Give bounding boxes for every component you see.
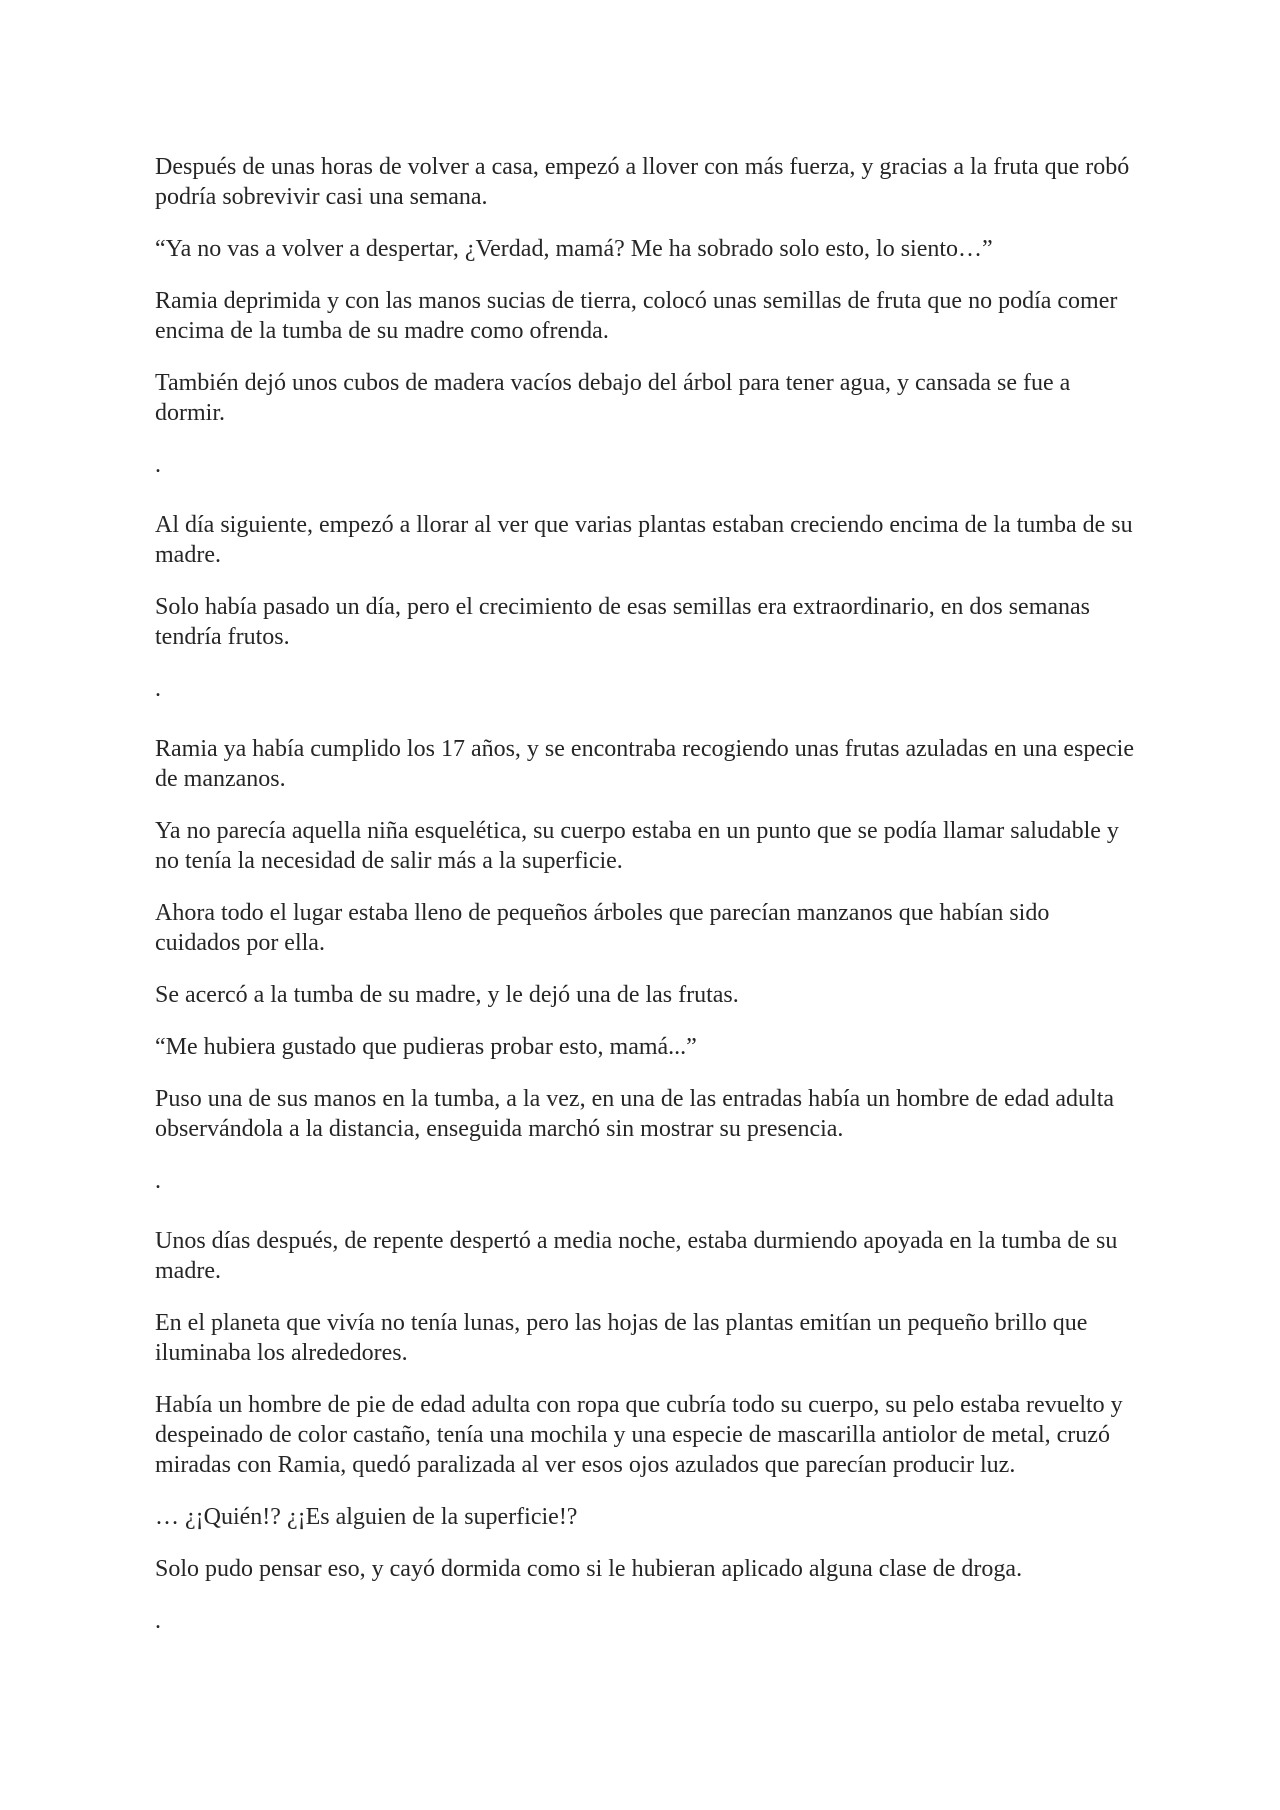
paragraph: “Me hubiera gustado que pudieras probar esto, mamá...” <box>155 1034 697 1060</box>
paragraph: Ramia deprimida y con las manos sucias de tierra, colocó unas semillas de fruta que no podía comer encima de la tumba de su madre como ofrenda. <box>155 288 1118 344</box>
section-separator: . <box>155 676 161 702</box>
paragraph: Había un hombre de pie de edad adulta con ropa que cubría todo su cuerpo, su pelo estaba revuelto y despeinado de color castaño, tenía una mochila y una especie de mascarilla antiolor de metal, cruzó miradas con Ramia, quedó paralizada al ver esos ojos azulados que parecían producir luz. <box>155 1392 1123 1478</box>
paragraph: “Ya no vas a volver a despertar, ¿Verdad, mamá? Me ha sobrado solo esto, lo siento…” <box>155 236 993 262</box>
paragraph: También dejó unos cubos de madera vacíos debajo del árbol para tener agua, y cansada se fue a dormir. <box>155 370 1071 426</box>
paragraph: Unos días después, de repente despertó a media noche, estaba durmiendo apoyada en la tumba de su madre. <box>155 1228 1118 1284</box>
section-separator: . <box>155 452 161 478</box>
paragraph: Al día siguiente, empezó a llorar al ver que varias plantas estaban creciendo encima de la tumba de su madre. <box>155 512 1133 568</box>
paragraph: Puso una de sus manos en la tumba, a la vez, en una de las entradas había un hombre de edad adulta observándola a la distancia, enseguida marchó sin mostrar su presencia. <box>155 1086 1115 1142</box>
paragraph: En el planeta que vivía no tenía lunas, pero las hojas de las plantas emitían un pequeño brillo que iluminaba los alrededores. <box>155 1310 1088 1366</box>
body-text <box>155 152 1140 1666</box>
paragraph: Ahora todo el lugar estaba lleno de pequeños árboles que parecían manzanos que habían sido cuidados por ella. <box>155 900 1050 956</box>
paragraph: Solo había pasado un día, pero el crecimiento de esas semillas era extraordinario, en dos semanas tendría frutos. <box>155 594 1091 650</box>
paragraph: Ya no parecía aquella niña esquelética, su cuerpo estaba en un punto que se podía llamar saludable y no tenía la necesidad de salir más a la superficie. <box>155 818 1119 874</box>
paragraph: Después de unas horas de volver a casa, empezó a llover con más fuerza, y gracias a la fruta que robó podría sobrevivir casi una semana. <box>155 154 1130 210</box>
paragraph: Ramia ya había cumplido los 17 años, y se encontraba recogiendo unas frutas azuladas en una especie de manzanos. <box>155 736 1134 792</box>
paragraph: Solo pudo pensar eso, y cayó dormida como si le hubieran aplicado alguna clase de droga. <box>155 1556 1023 1582</box>
section-separator: . <box>155 1168 161 1194</box>
section-separator: . <box>155 1608 161 1634</box>
paragraph: … ¿¡Quién!? ¿¡Es alguien de la superficie!? <box>155 1504 578 1530</box>
paragraph: Se acercó a la tumba de su madre, y le dejó una de las frutas. <box>155 982 739 1008</box>
